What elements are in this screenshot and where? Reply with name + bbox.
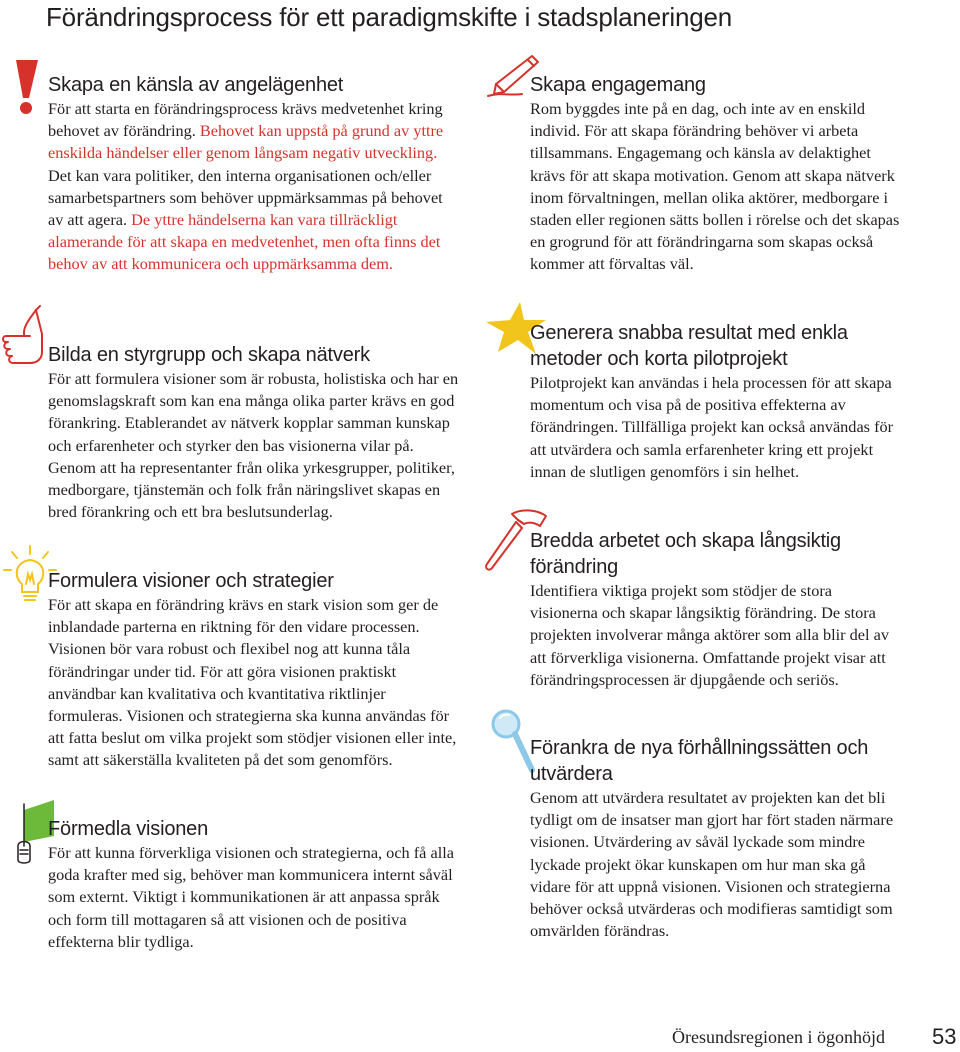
section-heading: Skapa en känsla av angelägenhet	[48, 74, 344, 96]
section-anchor-evaluate	[530, 735, 902, 942]
thumbs-up-icon	[0, 300, 48, 376]
section-heading: Bredda arbetet och skapa långsiktig förändring	[530, 530, 841, 578]
exclamation-icon	[8, 58, 44, 116]
section-body: Identifiera viktiga projekt som stödjer de stora visionerna och skapar långsiktig förändring. De stora projekten involverar många aktörer som alla blir del av att förverkliga visionerna. Omfattande projekt visar att förändringsprocessen är djupgående och seriös.	[530, 581, 889, 689]
section-text-part: De yttre händelserna kan vara tillräckligt alamerande för att skapa en medvetenhet, men ofta finns det behov av att kommunicera och uppmärksamma dem.	[48, 210, 441, 274]
section-heading: Formulera visioner och strategier	[48, 570, 334, 592]
section-text-part: Behovet kan uppstå på grund av yttre enskilda händelser eller genom långsam negativ utveckling.	[48, 121, 444, 163]
page-number: 53	[932, 1024, 957, 1049]
section-heading: Skapa engagemang	[530, 74, 706, 96]
section-heading: Förankra de nya förhållningssätten och utvärdera	[530, 737, 869, 785]
section-communicate	[48, 816, 458, 953]
section-pilot-projects	[530, 320, 902, 483]
section-steering-group	[48, 342, 463, 523]
section-text-part: Det kan vara politiker, den interna organisationen och/eller samarbetspartners som behöver uppmärksammas på behovet av att agera.	[48, 165, 443, 230]
section-broaden	[530, 528, 902, 691]
section-heading: Generera snabba resultat med enkla metoder och korta pilotprojekt	[530, 322, 848, 370]
section-heading: Bilda en styrgrupp och skapa nätverk	[48, 344, 370, 366]
section-body: För att skapa en förändring krävs en stark vision som ger de inblandade parterna en riktning för den vidare processen. Visionen bör vara robust och flexibel nog att kunna tåla förändringar under tid. För att göra visionen praktiskt användbar kan kvalitativa och kvantitativa riktlinjer formuleras. Visionen och strategierna ska kunna användas för att fatta beslut om vilka projekt som stödjer visionen eller inte, samt att säkerställa kvaliteten på det som genomförs.	[48, 595, 457, 770]
section-engagement	[530, 72, 902, 276]
section-body: För att kunna förverkliga visionen och strategierna, och få alla goda krafter med sig, behöver man kommunicera internt såväl som externt. Viktigt i kommunikationen är att anpassa språk och form till mottagaren så att visionen och de positiva effekterna blir tydliga.	[48, 843, 454, 951]
section-body: För att formulera visioner som är robusta, holistiska och har en genomslagskraft som kan ena många olika parter krävs en god förankring. Etablerandet av nätverk kopplar samman kunskap och erfarenheter och styrker den bas visionerna vilar på. Genom att ha representanter från olika yrkesgrupper, politiker, medborgare, tjänstemän och folk från näringslivet skapas en bred förankring och ett bra beslutsunderlag.	[48, 369, 459, 522]
section-body: Genom att utvärdera resultatet av projekten kan det bli tydligt om de insatser man gjort har fört staden närmare visionen. Utvärdering av såväl lyckade som mindre lyckade projekt ökar kunskapen om hur man ska gå vidare för att uppnå visionen. Visionen och strategierna behöver också utvärderas och modifieras samtidigt som omvärlden förändras.	[530, 788, 894, 941]
footer-publication-title: Öresundsregionen i ögonhöjd	[672, 1027, 885, 1047]
section-body: Pilotprojekt kan användas i hela processen för att skapa momentum och visa på de positiva effekterna av förändringen. Tillfälliga projekt kan också användas för att utvärdera och samla erfarenheter kring ett projekt innan de slutligen genomförs i sin helhet.	[530, 373, 894, 481]
page-title: Förändringsprocess för ett paradigmskifte i stadsplaneringen	[46, 2, 733, 32]
section-urgency	[48, 72, 458, 276]
section-vision	[48, 568, 458, 772]
section-body	[48, 98, 458, 276]
section-body: Rom byggdes inte på en dag, och inte av en enskild individ. För att skapa förändring behöver vi arbeta tillsammans. Engagemang och känsla av delaktighet krävs för att skapa motivation. Genom att skapa nätverk inom förvaltningen, mellan olika aktörer, medborgare i staden eller regionen sätts bollen i rörelse och det skapas en grogrund för att förändringarna som skapas också kommer att förvaltas väl.	[530, 99, 900, 274]
section-heading: Förmedla visionen	[48, 818, 209, 840]
section-text-part: För att starta en förändringsprocess krävs medvetenhet kring behovet av förändring.	[48, 99, 443, 141]
